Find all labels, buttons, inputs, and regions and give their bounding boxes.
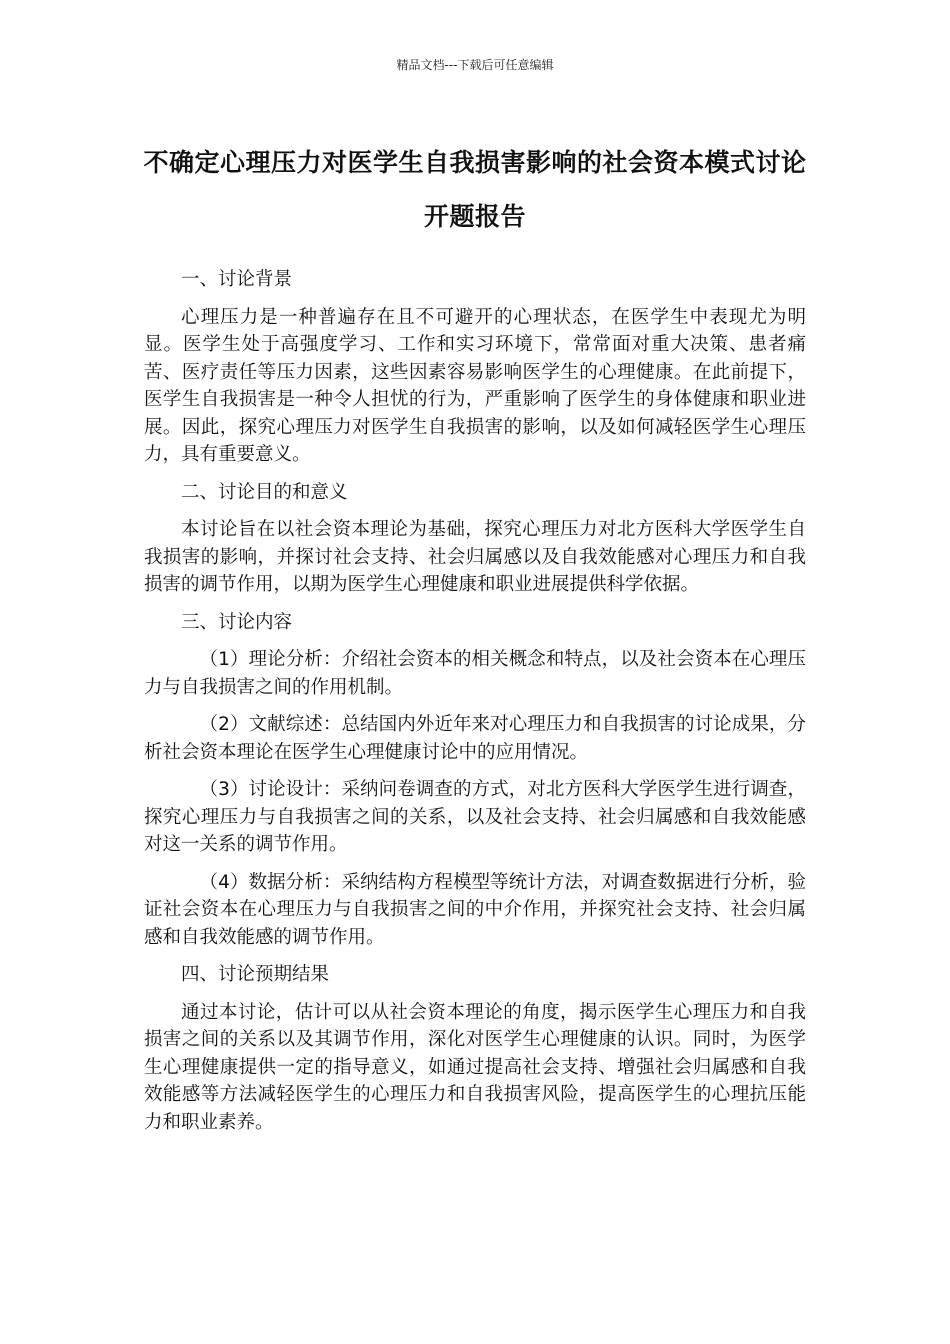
section-heading-expected-results: 四、讨论预期结果 — [181, 964, 330, 985]
content-item-design: （3）讨论设计：采纳问卷调查的方式，对北方医科大学医学生进行调查，探究心理压力与自我损害之间的关系，以及社会支持、社会归属感和自我效能感对这一关系的调节作用。 — [144, 779, 806, 855]
section-heading-background: 一、讨论背景 — [181, 269, 293, 290]
header-note: 精品文档---下载后可任意编辑 — [396, 58, 554, 72]
paragraph-expected-results: 通过本讨论，估计可以从社会资本理论的角度，揭示医学生心理压力和自我损害之间的关系以及其调节作用，深化对医学生心理健康的认识。同时，为医学生心理健康提供一定的指导意义，如通过提高社会支持、增强社会归属感和自我效能感等方法减轻医学生的心理压力和自我损害风险，提高医学生的心理抗压能力和职业素养。 — [144, 1001, 806, 1133]
document-title: 不确定心理压力对医学生自我损害影响的社会资本模式讨论开题报告 — [143, 148, 807, 231]
content-item-theory: （1）理论分析：介绍社会资本的相关概念和特点，以及社会资本在心理压力与自我损害之间的作用机制。 — [144, 649, 806, 698]
content-item-analysis: （4）数据分析：采纳结构方程模型等统计方法，对调查数据进行分析，验证社会资本在心理压力与自我损害之间的中介作用，并探究社会支持、社会归属感和自我效能感的调节作用。 — [144, 871, 806, 948]
document-body — [144, 266, 806, 1146]
content-item-literature: （2）文献综述：总结国内外近年来对心理压力和自我损害的讨论成果，分析社会资本理论在医学生心理健康讨论中的应用情况。 — [144, 714, 806, 763]
paragraph-background: 心理压力是一种普遍存在且不可避开的心理状态，在医学生中表现尤为明显。医学生处于高强度学习、工作和实习环境下，常常面对重大决策、患者痛苦、医疗责任等压力因素，这些因素容易影响医学生的心理健康。在此前提下，医学生自我损害是一种令人担忧的行为，严重影响了医学生的身体健康和职业进展。因此，探究心理压力对医学生自我损害的影响，以及如何减轻医学生心理压力，具有重要意义。 — [144, 306, 806, 465]
section-heading-content: 三、讨论内容 — [181, 611, 293, 633]
section-heading-purpose: 二、讨论目的和意义 — [181, 481, 348, 503]
paragraph-purpose: 本讨论旨在以社会资本理论为基础，探究心理压力对北方医科大学医学生自我损害的影响，并探讨社会支持、社会归属感以及自我效能感对心理压力和自我损害的调节作用，以期为医学生心理健康和职业进展提供科学依据。 — [144, 519, 806, 595]
